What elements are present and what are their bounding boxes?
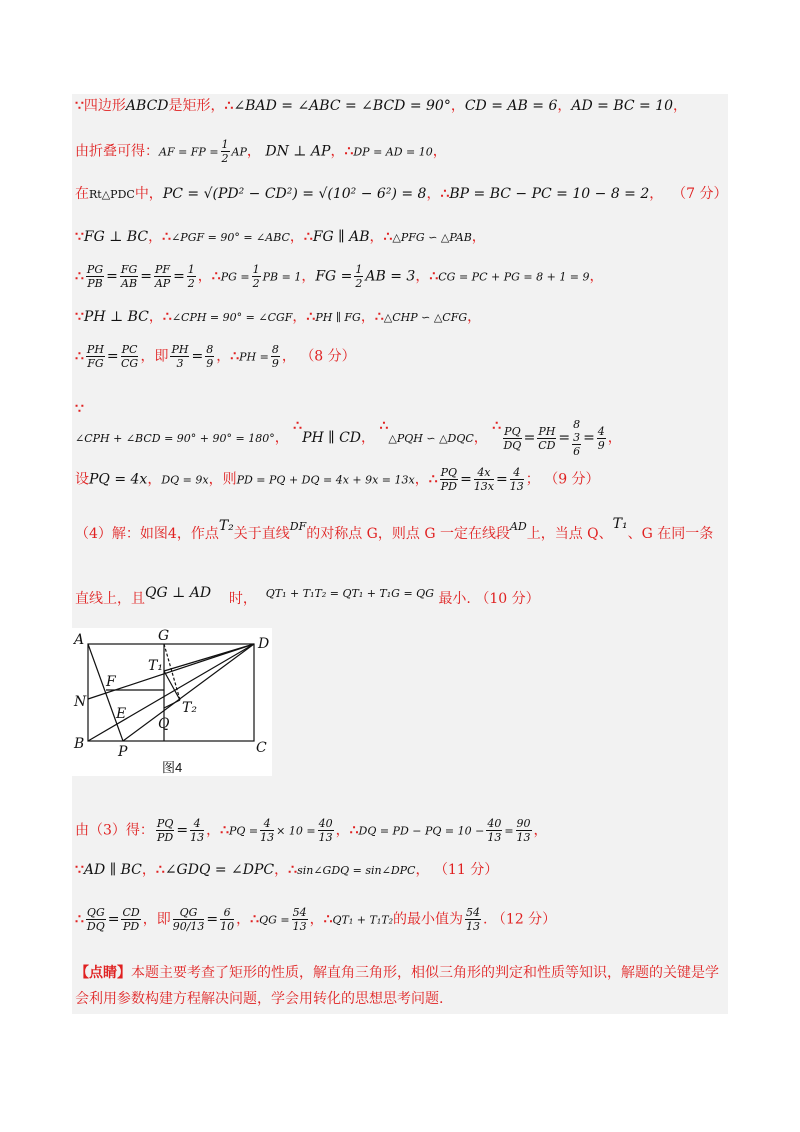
label-q: Q: [158, 716, 170, 732]
text: ，: [246, 143, 261, 160]
text: 由折叠可得：: [75, 143, 159, 160]
text: 上，当点 Q、: [526, 526, 613, 542]
text: ，: [292, 309, 307, 325]
math: BP = BC − PC = 10 − 8 = 2: [449, 186, 650, 202]
math: AP: [231, 145, 247, 159]
text: ，: [450, 98, 465, 114]
text: 设: [75, 471, 89, 488]
text: ，即: [140, 348, 169, 365]
text: ，: [281, 348, 296, 365]
therefore-symbol: ∴: [162, 309, 172, 325]
math: QT₁ + T₁T₂: [332, 913, 393, 927]
math: CD = AB = 6: [464, 98, 558, 114]
therefore-symbol: ∴: [428, 471, 438, 488]
therefore-symbol: ∴: [75, 268, 84, 285]
line-9: 设PQ = 4x，DQ = 9x，则PD = PQ + DQ = 4x + 9x = 13x，∴ $\frac{PQ}{PD}$ = $\frac{4x}{13x}$ = $\frac{4}{13}$ ； （9 分）: [75, 466, 600, 493]
text: 由（3）得：: [75, 822, 154, 839]
fraction: $\frac{54}{13}$: [292, 906, 307, 933]
therefore-symbol: ∴: [374, 309, 384, 325]
math: ∠CPH = 90° = ∠CGF: [171, 311, 293, 324]
line-7: ∴ $\frac{PH}{FG}$ = $\frac{PC}{CG}$ ，即 $\frac{PH}{3}$ = $\frac{8}{9}$ ，∴PH = $\frac{8}{9}$ ， （8 分）: [75, 343, 356, 370]
text: ，: [471, 229, 486, 245]
math: ∠GDQ = ∠DPC: [164, 862, 275, 878]
label-c: C: [256, 740, 267, 756]
text: ，: [274, 430, 289, 446]
math: △PFG ∽ △PAB: [392, 231, 472, 244]
label-e: E: [116, 706, 127, 722]
therefore-symbol: ∴: [224, 98, 234, 114]
text: ，: [216, 348, 231, 365]
text: ，: [361, 430, 376, 446]
therefore-symbol: ∴: [211, 268, 221, 285]
fraction: $\frac{QG}{90/13}$: [172, 906, 205, 933]
math: AD = BC = 10: [571, 98, 674, 114]
segment-bd: [88, 644, 254, 741]
math: AF = FP =: [159, 145, 219, 159]
because-symbol: ∵: [75, 862, 84, 878]
label-t2: T₂: [182, 700, 197, 716]
therefore-symbol: ∴: [288, 862, 298, 878]
text: ，: [607, 430, 622, 446]
therefore-symbol: ∴: [75, 911, 84, 928]
because-symbol: ∵: [75, 229, 84, 245]
fraction: $\frac{PH}{FG}$: [86, 343, 104, 370]
fraction: $\frac{CD}{PD}$: [122, 906, 140, 933]
label-f: F: [106, 674, 116, 690]
text: ，: [301, 268, 316, 285]
text: （4）解：如图4，作点: [75, 526, 219, 542]
text: ，即: [142, 911, 171, 928]
segment-pd: [123, 644, 254, 741]
fraction: $\frac{PH}{3}$: [171, 343, 189, 370]
text: 四边形: [83, 98, 126, 114]
math: Rt△PDC: [89, 188, 135, 201]
text: ，: [141, 862, 156, 878]
text: ，: [148, 229, 163, 245]
fraction: $\frac{8}{9}$: [206, 343, 214, 370]
note-text: 本题主要考查了矩形的性质，解直角三角形，相似三角形的判定和性质等知识，解题的关键是学会利用参数构建方程解决问题，学会用转化的思想思考问题.: [75, 965, 719, 1007]
text: ，则: [208, 471, 237, 488]
math: ∠BAD = ∠ABC = ∠BCD = 90°: [233, 98, 451, 114]
fraction: $\frac{PC}{CG}$: [120, 343, 139, 370]
text: .: [483, 911, 488, 928]
therefore-symbol: ∴: [250, 911, 260, 928]
label-n: N: [74, 694, 87, 710]
fraction: $\frac{PQ}{DQ}$: [503, 424, 522, 452]
math: T₁: [612, 516, 628, 532]
math: × 10 =: [276, 824, 316, 838]
therefore-symbol: ∴: [492, 418, 502, 434]
text: 的对称点 G，则点 G 一定在线段: [306, 526, 510, 542]
text: ，: [148, 309, 163, 325]
math: FG =: [315, 268, 353, 285]
label-d: D: [258, 636, 270, 652]
fraction: $\frac{40}{13}$: [487, 817, 502, 844]
text: ，: [335, 822, 350, 839]
text: ，: [309, 911, 324, 928]
fraction: $\frac{40}{13}$: [318, 817, 333, 844]
line-13: [75, 861, 498, 880]
line-14: ∴ $\frac{QG}{DQ}$ = $\frac{CD}{PD}$ ，即 $\frac{QG}{90/13}$ = $\frac{6}{10}$ ，∴QG = $\frac{54}{13}$ ，∴QT₁ + T₁T₂的最小值为 $\frac{54}{13}$ . （12 分）: [75, 906, 557, 933]
math: PB = 1: [262, 270, 302, 284]
fraction: $\frac{1}{2}$: [187, 263, 195, 290]
text: ，: [197, 268, 212, 285]
fraction: $\frac{PQ}{PD}$: [440, 466, 458, 493]
score-marker: （9 分）: [544, 471, 600, 488]
line-2: [75, 138, 447, 165]
math: QG ⊥ AD: [145, 585, 212, 601]
math: FG ⊥ BC: [83, 229, 149, 245]
math: △CHP ∽ △CFG: [383, 311, 468, 324]
text: ，: [467, 309, 482, 325]
math: QG =: [259, 913, 290, 927]
math: △PQH ∽ △DQC: [388, 432, 474, 445]
math: PH ∥ FG: [315, 311, 361, 324]
text: ，: [147, 471, 162, 488]
score-marker: （8 分）: [300, 348, 356, 365]
note-tag: 【点睛】: [75, 965, 131, 981]
text: 直线上，且: [75, 591, 145, 607]
fraction: $\frac{4}{9}$: [597, 424, 605, 452]
line-10: [75, 516, 714, 544]
line-12: 由（3）得： $\frac{PQ}{PD}$ = $\frac{4}{13}$ ，∴PQ = $\frac{4}{13}$ × 10 = $\frac{40}{13}$ ，∴DQ = PD − PQ = 10 − $\frac{40}{13}$ = $\frac{90}{13}$ ，: [75, 817, 548, 844]
math: ∠PGF = 90° = ∠ABC: [171, 231, 290, 244]
fraction: $\frac{54}{13}$: [466, 906, 480, 933]
because-symbol: ∵: [75, 309, 84, 325]
math: sin∠GDQ = sin∠DPC: [297, 864, 416, 877]
label-b: B: [74, 736, 85, 752]
fraction: $\frac{4}{13}$: [260, 817, 275, 844]
therefore-symbol: ∴: [429, 268, 439, 285]
math: ABCD: [125, 98, 169, 114]
line-1: [75, 97, 687, 115]
fraction: $\frac{4}{13}$: [509, 466, 524, 493]
math: =: [504, 824, 514, 838]
because-symbol: ∵: [75, 401, 84, 417]
text: ，: [236, 911, 251, 928]
score-marker: （7 分）: [672, 186, 728, 202]
text: 关于直线: [233, 526, 290, 542]
fraction: $\frac{PH}{CD}$: [538, 424, 556, 452]
therefore-symbol: ∴: [162, 229, 172, 245]
math: AD ∥ BC: [83, 862, 142, 878]
segment-ap: [88, 644, 123, 741]
text: ，: [330, 143, 345, 160]
figure-caption: 图4: [162, 760, 183, 775]
math: AD: [509, 520, 527, 533]
math: CG = PC + PG = 8 + 1 = 9: [438, 270, 590, 284]
line-8: ∵ ∠CPH + ∠BCD = 90° + 90° = 180°， ∴PH ∥ CD， ∴△PQH ∽ △DQC， ∴ $\frac{PQ}{DQ}$ = $\frac{PH}{CD}$ = 8 3 6 = $\frac{4}{9}$ ，: [75, 401, 622, 458]
text: ，: [360, 309, 375, 325]
fraction: $\frac{1}{2}$: [221, 138, 229, 165]
fraction: $\frac{4x}{13x}$: [473, 466, 495, 493]
fraction: $\frac{PF}{AP}$: [154, 263, 171, 290]
text: ，: [589, 268, 604, 285]
therefore-symbol: ∴: [303, 229, 313, 245]
text: ；: [525, 471, 540, 488]
text: ，: [432, 143, 447, 160]
score-marker: （10 分）: [475, 591, 540, 607]
text: ，: [206, 822, 221, 839]
line-3: [75, 185, 728, 204]
math: PH ∥ CD: [302, 430, 362, 446]
segment-qt2: [164, 700, 180, 708]
therefore-symbol: ∴: [293, 418, 303, 434]
score-marker: （11 分）: [433, 862, 499, 878]
segment-nd: [88, 644, 254, 699]
therefore-symbol: ∴: [323, 911, 333, 928]
therefore-symbol: ∴: [306, 309, 316, 325]
text: ，: [274, 862, 289, 878]
label-t1: T₁: [148, 658, 163, 674]
math: T₂: [218, 518, 234, 534]
math: AB = 3: [365, 268, 416, 285]
therefore-symbol: ∴: [220, 822, 229, 839]
text: 在: [75, 186, 89, 202]
math: PC = √(PD² − CD²) = √(10² − 6²) = 8: [162, 186, 427, 202]
text: 最小.: [438, 591, 471, 607]
therefore-symbol: ∴: [75, 348, 84, 365]
line-4: [75, 228, 486, 247]
math: PQ =: [229, 824, 259, 838]
text: 中，: [134, 186, 163, 202]
fraction: $\frac{6}{10}$: [220, 906, 235, 933]
fraction: $\frac{FG}{AB}$: [120, 263, 138, 290]
segment-t1d: [164, 644, 254, 671]
text: ，: [414, 471, 429, 488]
math: ∠CPH + ∠BCD = 90° + 90° = 180°: [75, 432, 275, 445]
math: PD = PQ + DQ = 4x + 9x = 13x: [236, 473, 415, 487]
therefore-symbol: ∴: [383, 229, 393, 245]
because-symbol: ∵: [75, 98, 84, 114]
fraction: $\frac{4}{13}$: [190, 817, 205, 844]
fraction: 8 3 6: [573, 418, 581, 458]
label-g: G: [158, 628, 170, 644]
math: DQ = PD − PQ = 10 −: [358, 824, 485, 838]
math: PH =: [239, 350, 269, 364]
math: PQ = 4x: [89, 471, 148, 488]
therefore-symbol: ∴: [230, 348, 240, 365]
text: 的最小值为: [393, 911, 463, 928]
fraction: $\frac{90}{13}$: [516, 817, 531, 844]
fraction: $\frac{1}{2}$: [355, 263, 363, 290]
geometry-diagram: [72, 628, 272, 776]
fraction: $\frac{PG}{PB}$: [86, 263, 104, 290]
text: ，: [369, 229, 384, 245]
key-point-note: [75, 960, 725, 1012]
math: DF: [289, 520, 307, 533]
fraction: $\frac{QG}{DQ}$: [86, 906, 105, 933]
math: PG =: [220, 270, 250, 284]
therefore-symbol: ∴: [349, 822, 359, 839]
line-6: [75, 308, 481, 327]
therefore-symbol: ∴: [440, 186, 450, 202]
text: ，: [415, 862, 430, 878]
math: FG ∥ AB: [312, 229, 370, 245]
therefore-symbol: ∴: [379, 418, 389, 434]
math: PH ⊥ BC: [83, 309, 149, 325]
text: ，: [557, 98, 572, 114]
text: ，: [415, 268, 430, 285]
math: DN ⊥ AP: [265, 143, 331, 160]
text: 、G 在同一条: [627, 526, 714, 542]
label-a: A: [74, 632, 85, 648]
text: ，: [473, 430, 488, 446]
line-11: [75, 585, 540, 609]
text: ，: [426, 186, 441, 202]
text: 是矩形，: [168, 98, 225, 114]
therefore-symbol: ∴: [155, 862, 165, 878]
fraction: $\frac{8}{9}$: [271, 343, 279, 370]
fraction: $\frac{PQ}{PD}$: [156, 817, 174, 844]
therefore-symbol: ∴: [344, 143, 354, 160]
line-5: ∴ $\frac{PG}{PB}$ = $\frac{FG}{AB}$ = $\frac{PF}{AP}$ = $\frac{1}{2}$ ，∴PG = $\frac{1}{2}$ PB = 1，FG = $\frac{1}{2}$ AB = 3，∴CG = PC + PG = 8 + 1 = 9，: [75, 263, 604, 290]
text: 时，: [228, 591, 257, 607]
fraction: $\frac{1}{2}$: [252, 263, 260, 290]
text: ，: [649, 186, 664, 202]
label-p: P: [118, 744, 128, 760]
math: DQ = 9x: [161, 473, 209, 487]
text: ，: [289, 229, 304, 245]
text: ，: [673, 98, 688, 114]
math: QT₁ + T₁T₂ = QT₁ + T₁G = QG: [265, 587, 434, 600]
math: DP = AD = 10: [353, 145, 433, 159]
score-marker: （12 分）: [491, 911, 557, 928]
text: ，: [533, 822, 548, 839]
figure-4: [72, 628, 272, 776]
